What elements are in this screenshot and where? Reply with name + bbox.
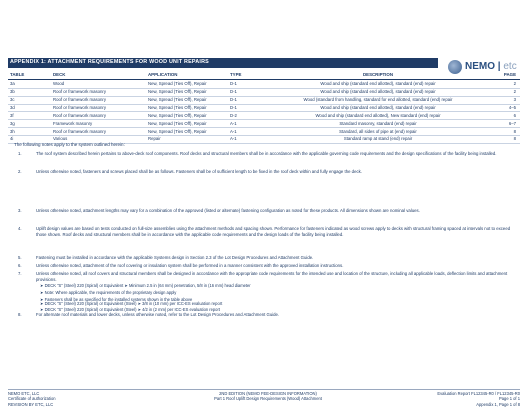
row-table: 3a (10, 81, 15, 87)
note-text: Uplift design values are based on tests conducted on full-size assemblies using the attachment methods and spacing shown. Performance for fasteners indicated as wood screws apply to decks with structural framing spaced at intervals not to exceed those shown. Roof decks and structural members shall be in accordance with the applicable code requirements and the design loads of the facility being installed. (36, 226, 511, 238)
row-description: Wood (standard from handling, standard for end allotted, standard (end) repair (303, 96, 453, 102)
row-deck: Roof or framework masonry (53, 104, 107, 110)
brand-logo: NEMO | etc (448, 58, 520, 78)
row-description: Wood and ship (standard end allotted), standard (end) repair (320, 89, 436, 95)
footer-appendix-page: Appendix 1, Page 1 of 8 (476, 401, 520, 407)
note-number: 3. (18, 208, 22, 213)
row-application: New, Spread (Ties Off), Repair (148, 96, 207, 102)
row-type: D-1 (230, 96, 237, 102)
row-table: 4i (10, 136, 14, 142)
row-page: 2 (513, 81, 516, 87)
row-deck: Wood (53, 81, 65, 87)
note-number: 4. (18, 226, 22, 231)
note-text: Unless otherwise noted, all roof covers and structural members shall be designed in accordance with the appropriate code requirements for the intended use and location of the structure, including all applicable loads, deflection limits and attachment provisions. (36, 271, 508, 283)
row-deck: Various (53, 136, 68, 142)
row-page: 4–5 (508, 104, 516, 110)
row-deck: Framework masonry (53, 120, 93, 126)
row-type: D-1 (230, 81, 237, 87)
row-application: New, Spread (Ties Off), Repair (148, 128, 207, 134)
row-page: 6 (513, 112, 516, 118)
brand-suffix: etc (503, 61, 517, 72)
row-description: Wood and ship (standard end allotted), New standard (end) repair (315, 112, 441, 118)
col-page: PAGE (503, 72, 516, 77)
footer-divider (8, 389, 520, 390)
row-application: New, Spread (Ties Off), Repair (148, 81, 207, 87)
note-number: 1. (18, 151, 22, 156)
row-type: A-1 (230, 128, 237, 134)
footer-company: NEMO ETC, LLC (8, 391, 40, 396)
section-title: APPENDIX 1: ATTACHMENT REQUIREMENTS FOR WOOD UNIT REPAIRS (10, 59, 209, 65)
row-application: New, Spread (Ties Off), Repair (148, 112, 207, 118)
row-application: New, Spread (Ties Off), Repair (148, 120, 207, 126)
notes-lead: The following notes apply to the system outlined herein: (14, 142, 125, 147)
brand-name: NEMO (465, 61, 495, 72)
row-description: Wood and ship (standard end allotted), standard (end) repair (320, 81, 436, 87)
row-page: 2 (513, 89, 516, 95)
col-description: DESCRIPTION (362, 72, 393, 77)
note-sub-item: ➤ DECK "S" (Steel) 220 (Spiral) or Equivalent (Steel) ➤ 4/2 in (2 mm) per ICC-ES evaluation report (40, 307, 220, 312)
note-number: 8. (18, 312, 22, 317)
row-deck: Roof or framework masonry (53, 128, 107, 134)
row-type: A-1 (230, 136, 237, 142)
row-deck: Roof or framework masonry (53, 112, 107, 118)
row-page: 8 (513, 136, 516, 142)
note-sub-item: ➤ Note: Where applicable, the requirements of the proprietary design apply (40, 290, 177, 295)
row-page: 8 (513, 128, 516, 134)
notes-section (14, 142, 514, 147)
row-table: 3h (10, 128, 15, 134)
note-text: Unless otherwise noted, fasteners and screws placed shall be as follows. Fasteners shall be of sufficient length to be fixed in the roof deck within and fully engage the deck. (36, 169, 362, 174)
row-type: A-1 (230, 120, 237, 126)
footer-doc-title: Part 1 Roof Uplift Design Requirements (Wood) Attachment (214, 396, 322, 402)
row-table: 3f (10, 112, 14, 118)
row-type: D-1 (230, 104, 237, 110)
note-sub-item: ➤ DECK "S" (Steel) 220 (Spiral) or Equivalent ➤ Minimum 2.5 in (64 mm) penetration, 5/8 in (16 mm) head diameter (40, 283, 251, 288)
col-application: APPLICATION (148, 72, 178, 77)
row-description: Standard ramp at stand (end) repair (343, 136, 413, 142)
row-application: New, Spread (Ties Off), Repair (148, 104, 207, 110)
row-deck: Roof or framework masonry (53, 96, 107, 102)
col-deck: DECK (53, 72, 66, 77)
footer-center (168, 391, 368, 402)
row-page: 3 (513, 96, 516, 102)
note-text: The roof system described herein pertains to above-deck roof components. Roof decks and structural members shall be in accordance with the applicable governing code requirements and the design specifications of the facility being installed. (36, 151, 497, 156)
note-text: Unless otherwise noted, attachment lengths may vary for a combination of the approved (listed or alternate) fastening configuration as noted for these products. All dimensions shown are nominal values. (36, 208, 420, 213)
row-application: Repair (148, 136, 161, 142)
footer-right (437, 391, 520, 407)
row-type: D-2 (230, 112, 237, 118)
row-table: 3d (10, 104, 15, 110)
note-number: 7. (18, 271, 22, 276)
note-number: 6. (18, 263, 22, 268)
note-text: Unless otherwise noted, attachment of the roof covering or insulation system shall be performed in a manner consistent with the approved installation instructions. (36, 263, 344, 268)
note-text: Fastening must be installed in accordance with the applicable Systems design in Section 2.3 of the Lot Design Procedures and Attachment Guide. (36, 255, 314, 260)
footer-edition: 2ND EDITION (NEMO FEE-DESIGN INFORMATION) (219, 391, 317, 396)
footer-cert: Certificate of authorization (8, 396, 56, 402)
col-type: TYPE (230, 72, 242, 77)
table-header (8, 71, 520, 80)
footer-revision: REVISION BY ETC, LLC (8, 401, 54, 407)
row-table: 3c (10, 96, 15, 102)
footer-left (8, 391, 56, 407)
row-application: New, Spread (Ties Off), Repair (148, 89, 207, 95)
footer-page: Page 1 of 1 (499, 396, 520, 402)
note-sub-item: ➤ DECK "S" (Steel) 220 (Spiral) or Equivalent (Steel) ➤ 3/8 in (10 mm) per ICC-ES evaluation report (40, 301, 223, 306)
note-text: For alternate roof materials and lower decks, unless otherwise noted, refer to the Lot Design Procedures and Attachment Guide. (36, 312, 280, 317)
row-deck: Roof or framework masonry (53, 89, 107, 95)
row-description: Standard masonry, standard (end) repair (339, 120, 417, 126)
row-table: 3g (10, 120, 15, 126)
row-type: D-1 (230, 89, 237, 95)
col-table: TABLE (10, 72, 25, 77)
footer-report: Evaluation Report FL12345-R0 / FL12345-R0 (437, 391, 520, 396)
note-sub-item: ➤ Fasteners shall be as specified for the installed systems shown in the table above (40, 297, 193, 302)
row-description: Standard, all sides of pipe at (end) repair (339, 128, 417, 134)
note-number: 2. (18, 169, 22, 174)
row-description: Wood and ship (standard end allotted), standard (end) repair (320, 104, 436, 110)
note-number: 5. (18, 255, 22, 260)
row-page: 6–7 (508, 120, 516, 126)
row-table: 3b (10, 89, 15, 95)
